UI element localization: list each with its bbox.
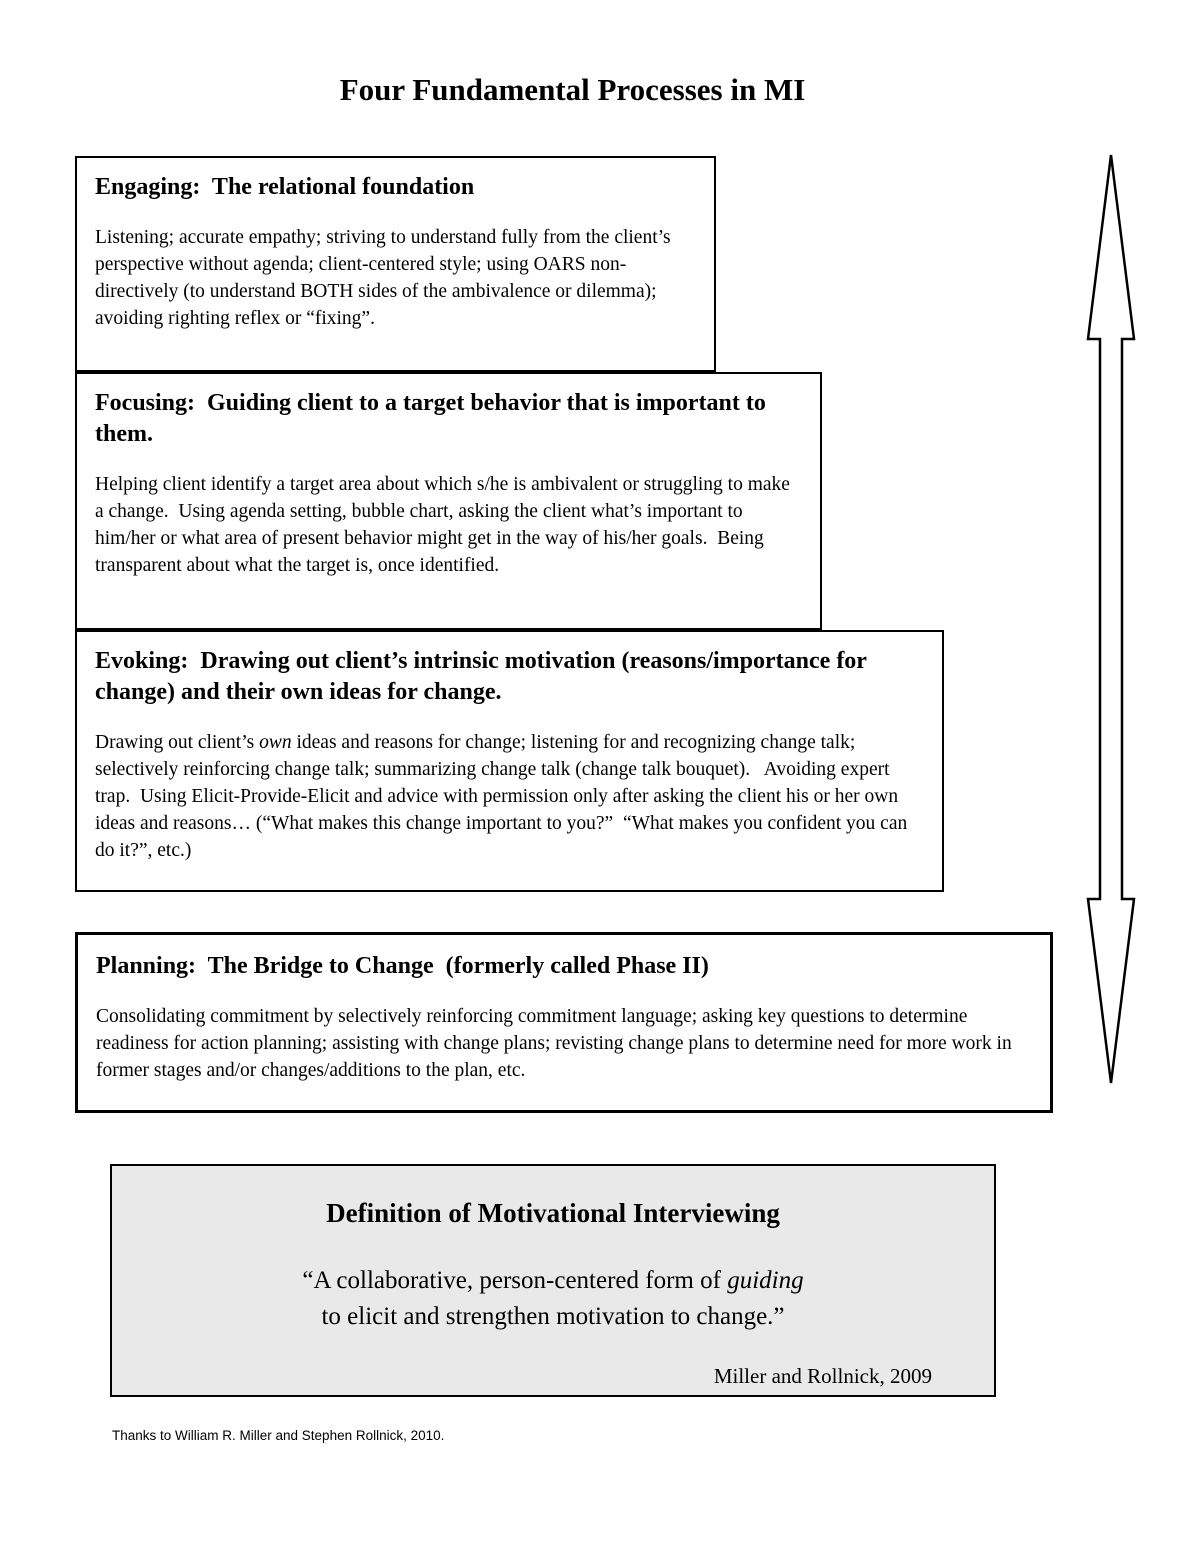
vertical-double-arrow-icon [1080,153,1142,1085]
definition-quote-line2: to elicit and strengthen motivation to change.” [321,1303,785,1331]
page-title: Four Fundamental Processes in MI [339,72,806,107]
planning-box [75,932,1053,1113]
planning-body: Consolidating commitment by selectively reinforcing commitment language; asking key questions to determine readiness for action planning; assisting with change plans; revisting change plans to determine need for more work in former stages and/or changes/additions to the plan, etc. [96,1006,1017,1081]
evoking-box [75,630,944,892]
engaging-heading: Engaging: The relational foundation [95,174,475,200]
planning-heading: Planning: The Bridge to Change (formerly called Phase II) [96,953,709,979]
evoking-body-italic: own [259,732,292,754]
engaging-body: Listening; accurate empathy; striving to understand fully from the client’s perspective without agenda; client-centered style; using OARS non-directively (to understand BOTH sides of the ambivalence or dilemma); avoiding righting reflex or “fixing”. [95,227,676,329]
footnote: Thanks to William R. Miller and Stephen Rollnick, 2010. [112,1428,445,1443]
evoking-body-pre: Drawing out client’s [95,732,260,754]
definition-attribution: Miller and Rollnick, 2009 [713,1363,932,1388]
definition-quote [112,1263,994,1336]
evoking-heading: Evoking: Drawing out client’s intrinsic motivation (reasons/importance for change) and their own ideas for change. [95,648,873,706]
focusing-body: Helping client identify a target area about which s/he is ambivalent or struggling to make a change. Using agenda setting, bubble chart, asking the client what’s important to him/her or what area of present behavior might get in the way of his/her goals. Being transparent about what the target is, once identified. [95,474,795,577]
engaging-box [75,156,716,372]
definition-box [110,1164,996,1397]
focusing-box [75,372,822,630]
focusing-heading: Focusing: Guiding client to a target behavior that is important to them. [95,390,772,448]
evoking-body [95,730,922,865]
definition-quote-pre: “A collaborative, person-centered form of [302,1267,728,1294]
definition-quote-italic: guiding [727,1267,804,1294]
evoking-body-post: ideas and reasons for change; listening for and recognizing change talk; selectively reinforcing change talk; summarizing change talk (change talk bouquet). Avoiding expert trap. Using Elicit-Provide-Elicit and advice with permission only after asking the client his or her own ideas and reasons… (“What makes this change important to you?” “What makes you confident you can do it?”, etc.) [95,732,913,861]
definition-heading: Definition of Motivational Interviewing [326,1198,780,1228]
